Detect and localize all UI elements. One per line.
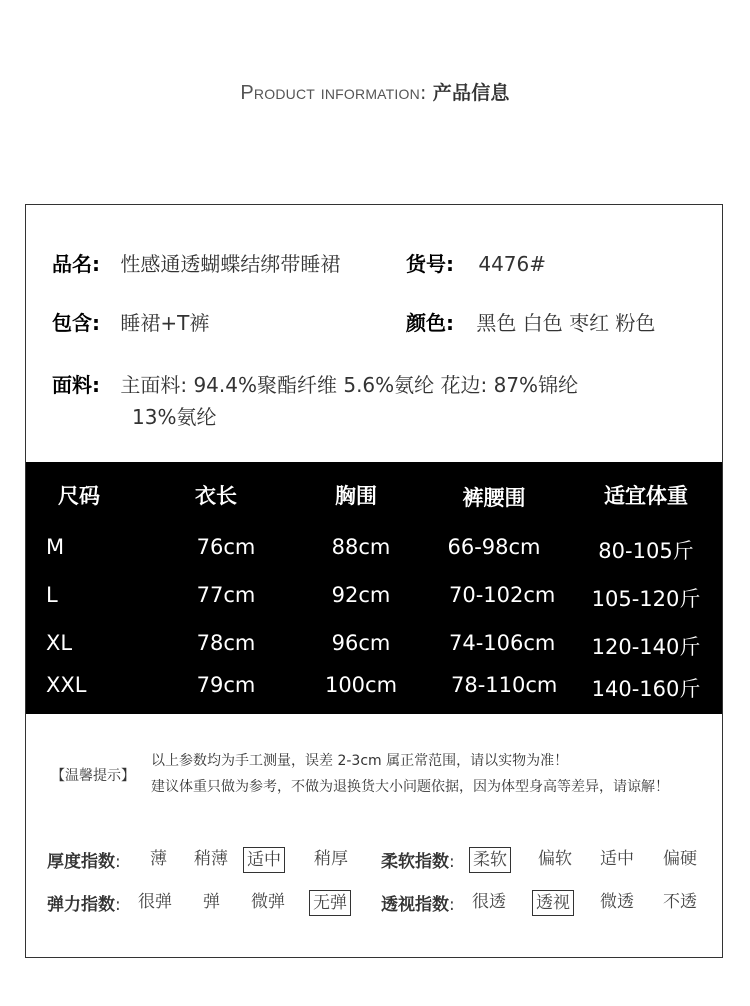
fabric-row [52, 369, 578, 398]
color-value: 黑色 白色 枣红 粉色 [476, 311, 656, 335]
color-label: 颜色: [406, 311, 454, 335]
table-header-waist: 裤腰围 [462, 486, 526, 510]
sku-label: 货号: [406, 252, 454, 276]
elasticity-option-very-elastic: 很弹 [138, 892, 172, 912]
softness-option-medium: 适中 [600, 849, 634, 869]
fabric-label: 面料: [52, 373, 100, 397]
elasticity-index-title: 弹力指数 [47, 895, 115, 915]
size-table [26, 462, 722, 714]
name-value: 性感通透蝴蝶结绑带睡裙 [120, 252, 341, 276]
tips-line-2: 建议体重只做为参考，不做为退换货大小问题依据，因为体型身高等差异，请谅解！ [151, 779, 669, 795]
header-english: Product information [240, 82, 420, 104]
table-row-xxl-bust: 100cm [324, 673, 398, 697]
include-label: 包含: [52, 311, 100, 335]
table-header-weight: 适宜体重 [604, 484, 688, 508]
softness-index [381, 847, 711, 873]
transparency-index-title: 透视指数 [381, 895, 449, 915]
tips-label: 【温馨提示】 [51, 768, 135, 784]
section-header [0, 78, 750, 105]
thickness-option-medium-selected: 适中 [243, 847, 285, 873]
table-row-l-length: 77cm [196, 583, 256, 607]
softness-option-fairly-hard: 偏硬 [663, 849, 697, 869]
table-row-l-waist: 70-102cm [449, 583, 556, 607]
elasticity-option-elastic: 弹 [203, 892, 220, 912]
table-row-m-waist: 66-98cm [447, 535, 541, 559]
table-row-m-weight: 80-105斤 [598, 539, 694, 563]
name-label: 品名: [52, 252, 100, 276]
softness-index-separator: : [449, 852, 455, 872]
table-row-xxl-weight: 140-160斤 [591, 677, 701, 701]
table-row-m-bust: 88cm [331, 535, 391, 559]
elasticity-index-separator: : [115, 895, 121, 915]
product-info-card [25, 204, 723, 958]
thickness-option-slightly-thin: 稍薄 [194, 849, 228, 869]
table-row-xxl-size: XXL [46, 673, 87, 697]
sku-value: 4476# [478, 252, 547, 276]
transparency-index-separator: : [449, 895, 455, 915]
transparency-index [381, 890, 711, 916]
elasticity-index [47, 890, 347, 916]
table-row-l-bust: 92cm [331, 583, 391, 607]
thickness-index-separator: : [115, 852, 121, 872]
elasticity-option-slightly-elastic: 微弹 [251, 892, 285, 912]
table-row-l-size: L [46, 583, 58, 607]
table-row-m-length: 76cm [196, 535, 256, 559]
transparency-option-opaque: 不透 [663, 892, 697, 912]
table-row-xl-length: 78cm [196, 631, 256, 655]
name-row [52, 248, 340, 277]
table-row-l-weight: 105-120斤 [591, 587, 701, 611]
fabric-value-line1: 主面料: 94.4%聚酯纤维 5.6%氨纶 花边: 87%锦纶 [120, 373, 579, 397]
transparency-option-very-sheer: 很透 [472, 892, 506, 912]
table-row-xl-bust: 96cm [331, 631, 391, 655]
sku-row [406, 248, 546, 277]
table-header-bust: 胸围 [335, 484, 377, 508]
thickness-option-slightly-thick: 稍厚 [314, 849, 348, 869]
softness-index-title: 柔软指数 [381, 852, 449, 872]
softness-option-soft-selected: 柔软 [469, 847, 511, 873]
table-row-xl-weight: 120-140斤 [591, 635, 701, 659]
table-row-xl-size: XL [46, 631, 73, 655]
fabric-row-continued [132, 401, 216, 430]
header-chinese: 产品信息 [432, 82, 510, 104]
table-row-xxl-length: 79cm [196, 673, 256, 697]
color-row [406, 307, 655, 336]
table-header-size: 尺码 [58, 484, 100, 508]
softness-option-fairly-soft: 偏软 [538, 849, 572, 869]
table-row-m-size: M [46, 535, 65, 559]
table-row-xxl-waist: 78-110cm [451, 673, 558, 697]
tips-line-1: 以上参数均为手工测量，误差 2-3cm 属正常范围，请以实物为准！ [151, 753, 569, 769]
header-separator: : [419, 82, 427, 104]
elasticity-option-no-stretch-selected: 无弹 [309, 890, 351, 916]
include-row [52, 307, 209, 336]
include-value: 睡裙+T裤 [120, 311, 210, 335]
transparency-option-sheer-selected: 透视 [532, 890, 574, 916]
table-header-length: 衣长 [195, 484, 237, 508]
thickness-index-title: 厚度指数 [47, 852, 115, 872]
fabric-value-line2: 13%氨纶 [132, 405, 217, 429]
transparency-option-slightly-sheer: 微透 [600, 892, 634, 912]
table-row-xl-waist: 74-106cm [449, 631, 556, 655]
thickness-index [47, 847, 347, 873]
thickness-option-thin: 薄 [150, 849, 167, 869]
